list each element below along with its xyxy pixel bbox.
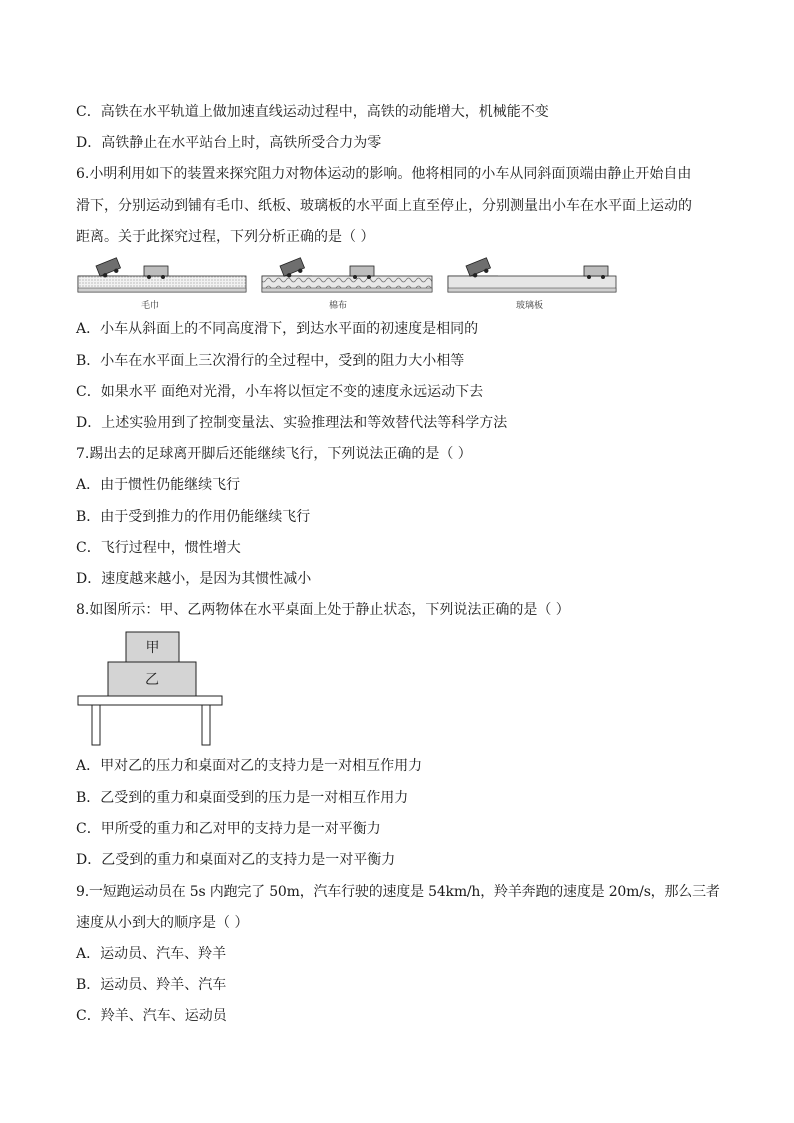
q8-option-c: C．甲所受的重力和乙对甲的支持力是一对平衡力 <box>76 821 381 837</box>
q7-option-c: C．飞行过程中，惯性增大 <box>76 540 241 556</box>
q5-option-c: C．高铁在水平轨道上做加速直线运动过程中，高铁的动能增大，机械能不变 <box>76 104 549 120</box>
q6-experiment-figure <box>76 252 621 298</box>
q6-option-d: D．上述实验用到了控制变量法、实验推理法和等效替代法等科学方法 <box>76 415 508 431</box>
q7-option-d: D．速度越来越小，是因为其惯性减小 <box>76 571 312 587</box>
q6-option-c: C．如果水平 面绝对光滑，小车将以恒定不变的速度永远运动下去 <box>76 384 484 400</box>
q5-option-d: D．高铁静止在水平站台上时，高铁所受合力为零 <box>76 135 382 151</box>
figure-label-cotton: 棉布 <box>329 301 348 311</box>
q6-stem-line-2: 滑下，分别运动到铺有毛巾、纸板、玻璃板的水平面上直至停止，分别测量出小车在水平面上运动的 <box>76 198 692 214</box>
q6-option-b: B．小车在水平面上三次滑行的全过程中，受到的阻力大小相等 <box>76 353 465 369</box>
q6-stem-line-1: 6.小明利用如下的装置来探究阻力对物体运动的影响。他将相同的小车从同斜面顶端由静止开始自由 <box>76 166 692 182</box>
q8-option-d: D．乙受到的重力和桌面对乙的支持力是一对平衡力 <box>76 852 396 868</box>
setup-towel <box>78 258 246 292</box>
q8-option-a: A．甲对乙的压力和桌面对乙的支持力是一对相互作用力 <box>76 758 423 774</box>
q8-stem: 8.如图所示：甲、乙两物体在水平桌面上处于静止状态，下列说法正确的是（ ） <box>76 602 570 618</box>
figure-label-glass: 玻璃板 <box>516 301 544 311</box>
setup-cotton <box>262 258 432 292</box>
box-jia-label: 甲 <box>145 640 160 656</box>
figure-label-towel: 毛巾 <box>141 301 160 311</box>
q7-stem: 7.踢出去的足球离开脚后还能继续飞行，下列说法正确的是（ ） <box>76 446 472 462</box>
q6-stem-line-3: 距离。关于此探究过程，下列分析正确的是（ ） <box>76 229 375 245</box>
q7-option-b: B．由于受到推力的作用仍能继续飞行 <box>76 509 311 525</box>
setup-glass <box>448 258 616 292</box>
q7-option-a: A．由于惯性仍能继续飞行 <box>76 477 241 493</box>
q9-stem-line-1: 9.一短跑运动员在 5s 内跑完了 50m，汽车行驶的速度是 54km/h，羚羊奔跑的速度是 20m/s，那么三者 <box>76 884 720 900</box>
q8-table-figure <box>76 630 226 748</box>
q9-option-a: A．运动员、汽车、羚羊 <box>76 946 227 962</box>
q8-option-b: B．乙受到的重力和桌面受到的压力是一对相互作用力 <box>76 790 409 806</box>
box-yi-label: 乙 <box>145 672 159 688</box>
q6-option-a: A．小车从斜面上的不同高度滑下，到达水平面的初速度是相同的 <box>76 321 479 337</box>
q9-option-c: C．羚羊、汽车、运动员 <box>76 1008 227 1024</box>
q9-stem-line-2: 速度从小到大的顺序是（ ） <box>76 915 249 931</box>
q9-option-b: B．运动员、羚羊、汽车 <box>76 977 227 993</box>
